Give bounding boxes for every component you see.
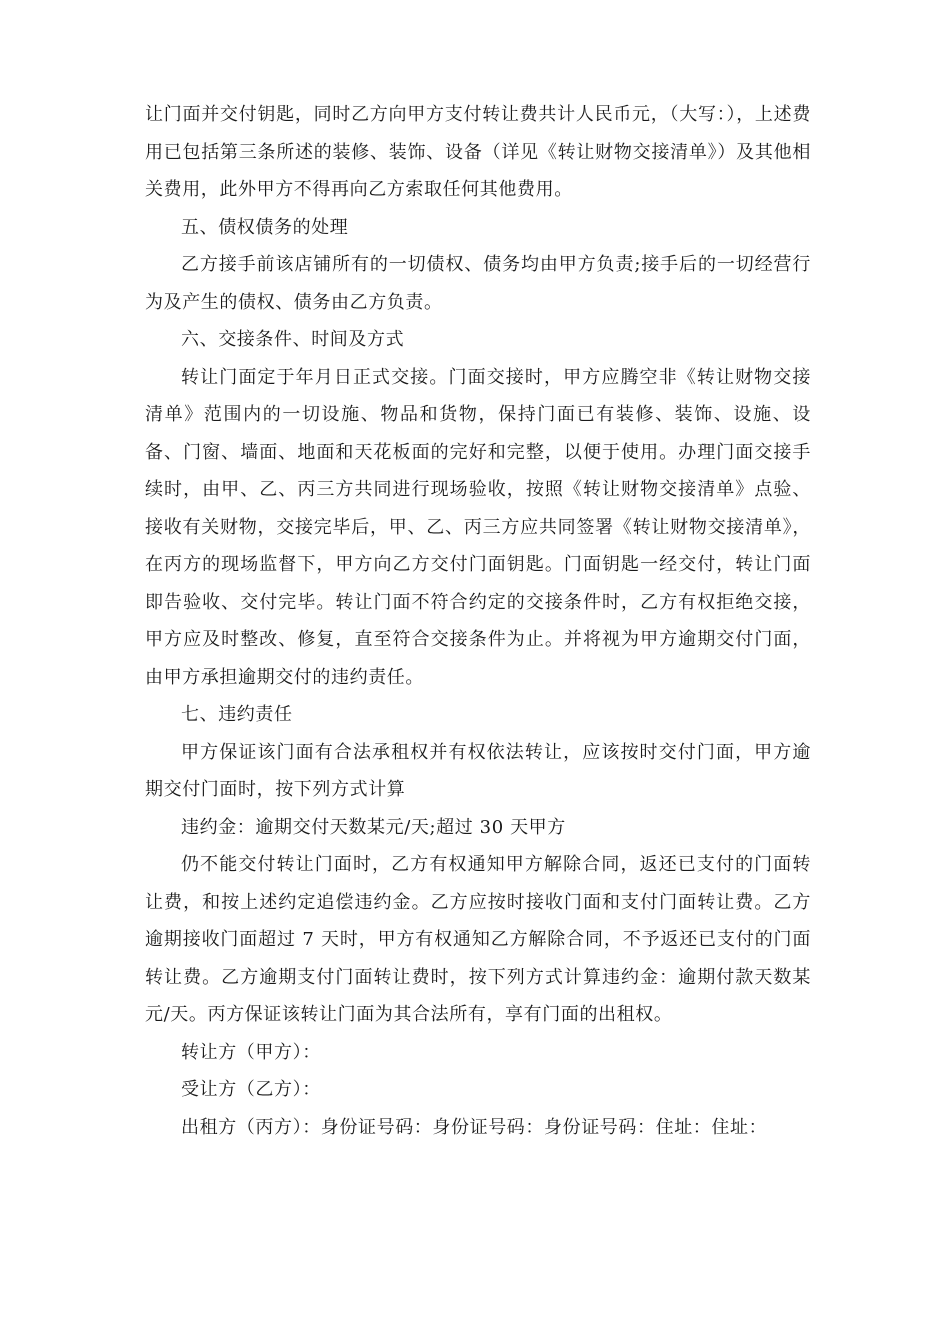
paragraph-breach-1: 甲方保证该门面有合法承租权并有权依法转让，应该按时交付门面，甲方逾期交付门面时，按下列方式计算 [145,741,811,800]
section-heading-handover: 六、交接条件、时间及方式 [181,329,405,350]
paragraph-transfer-fee: 让门面并交付钥匙，同时乙方向甲方支付转让费共计人民币元，（大写：），上述费用已包括第三条所述的装修、装饰、设备（详见《转让财物交接清单》）及其他相关费用，此外甲方不得再向乙方索取任何其他费用。 [145,104,811,200]
paragraph-breach-penalty: 违约金：逾期交付天数某元/天;超过 30 天甲方 [181,816,566,838]
paragraph-breach-2: 仍不能交付转让门面时，乙方有权通知甲方解除合同，返还已支付的门面转让费，和按上述约定追偿违约金。乙方应按时接收门面和支付门面转让费。乙方逾期接收门面超过 7 天时，甲方有权通知乙方解除合同，不予返还已支付的门面转让费。乙方逾期支付门面转让费时，按下列方式计算违约金：逾期付款天数某元/天。丙方保证该转让门面为其合法所有，享有门面的出租权。 [145,854,811,1025]
signature-lessor: 出租方（丙方）：身份证号码：身份证号码：身份证号码：住址：住址： [181,1116,768,1138]
section-heading-debts: 五、债权债务的处理 [181,216,349,238]
signature-transferor: 转让方（甲方）： [181,1041,321,1063]
signature-transferee: 受让方（乙方）： [181,1079,321,1100]
paragraph-debts: 乙方接手前该店铺所有的一切债权、债务均由甲方负责;接手后的一切经营行为及产生的债权、债务由乙方负责。 [145,254,811,313]
paragraph-handover: 转让门面定于年月日正式交接。门面交接时，甲方应腾空非《转让财物交接清单》范围内的一切设施、物品和货物，保持门面已有装修、装饰、设施、设备、门窗、墙面、地面和天花板面的完好和完整，以便于使用。办理门面交接手续时，由甲、乙、丙三方共同进行现场验收，按照《转让财物交接清单》点验、接收有关财物，交接完毕后，甲、乙、丙三方应共同签署《转让财物交接清单》，在丙方的现场监督下，甲方向乙方交付门面钥匙。门面钥匙一经交付，转让门面即告验收、交付完毕。转让门面不符合约定的交接条件时，乙方有权拒绝交接，甲方应及时整改、修复，直至符合交接条件为止。并将视为甲方逾期交付门面，由甲方承担逾期交付的违约责任。 [145,366,811,688]
document-page [145,96,811,1146]
section-heading-breach: 七、违约责任 [181,704,293,725]
